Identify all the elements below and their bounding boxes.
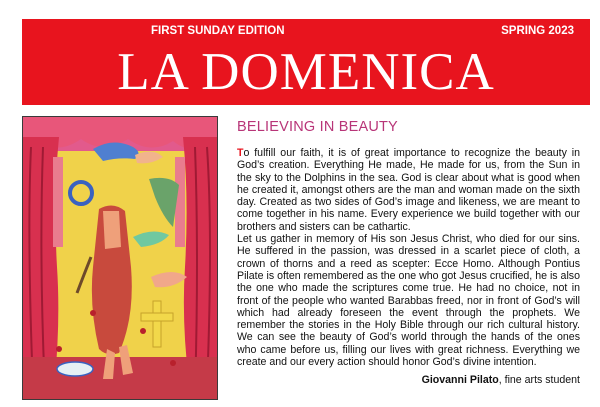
- author-role: , fine arts student: [498, 374, 580, 387]
- author-signature: [237, 374, 580, 386]
- newspaper-title: LA DOMENICA: [117, 43, 495, 101]
- article-body: [237, 147, 580, 368]
- drop-cap: T: [237, 147, 244, 159]
- season-label: SPRING 2023: [501, 25, 574, 37]
- article-headline: BELIEVING IN BEAUTY: [237, 119, 398, 135]
- edition-label: FIRST SUNDAY EDITION: [151, 25, 285, 37]
- article-paragraph-1: o fulfill our faith, it is of great importance to recognize the beauty in God’s creation. Everything He made, He made for us, from the Sun in the sky to the Dolphins in the sea. God is clear about what is good when he created it, amongst others are the man and woman made on the sixth day. Created as two sides of God’s image and likeness, we are meant to come together in his name. Every experience we build together with our brothers and sisters can be cathartic.: [237, 147, 580, 233]
- author-name: Giovanni Pilato: [421, 374, 499, 387]
- article: [237, 119, 580, 386]
- article-paragraph-2: Let us gather in memory of His son Jesus Christ, who died for our sins. He suffered in the passion, was dressed in a scarlet piece of cloth, a crown of thorns and a reed as scepter: Ecce Homo. Although Pontius Pilate is often remembered as the one who got Jesus crucified, he is also the one who made the scriptures come true. He had no choice, not in front of the people who wanted Barabbas freed, nor in front of God’s will which had already foreseen the event through the prophets. We remember the stories in the Holy Bible through our rich cultural history. We can see the beauty of God’s world through the hands of the ones who came before us, filling our lives with great richness. Everything we create and our every action should honor God’s divine intention.: [237, 233, 580, 369]
- ecce-homo-drawing: [22, 116, 218, 400]
- masthead: [22, 19, 590, 105]
